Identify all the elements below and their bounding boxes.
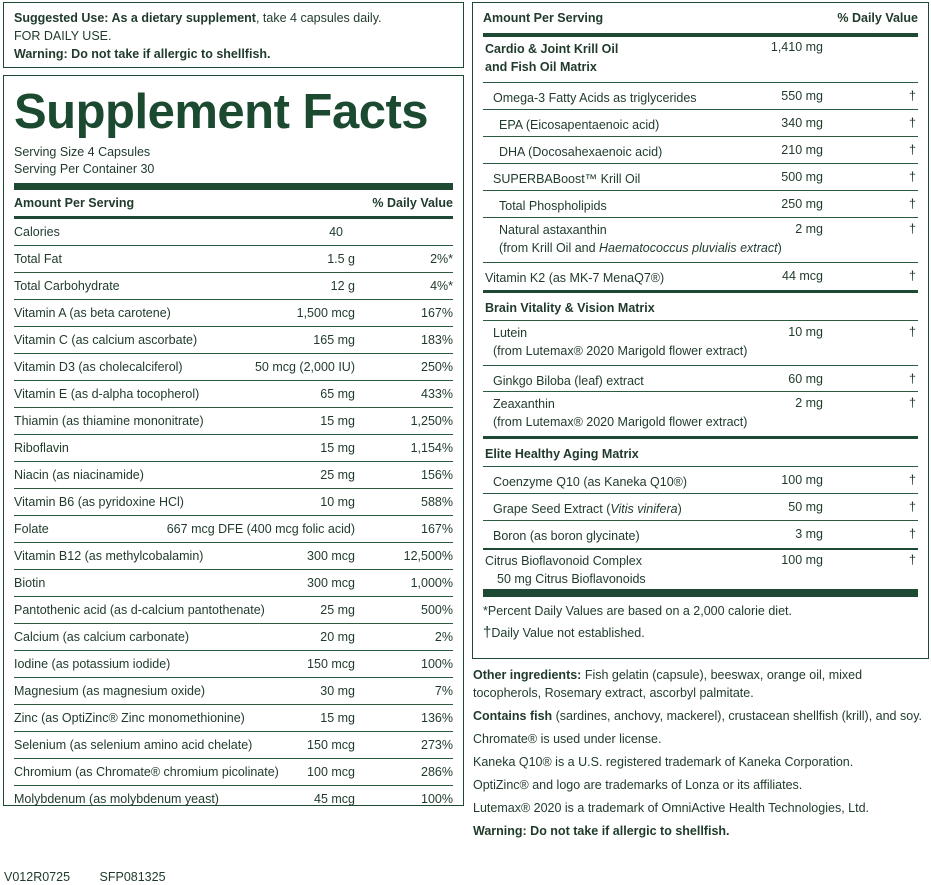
nutrient-amount: 165 mg <box>313 333 355 347</box>
nutrient-name: Total Carbohydrate <box>14 279 120 293</box>
nutrient-name: Molybdenum (as molybdenum yeast) <box>14 792 219 806</box>
nutrient-dv: 4%* <box>430 279 453 293</box>
nutrient-dv: 273% <box>421 738 453 752</box>
nutrient-amount: 1,500 mcg <box>296 306 355 320</box>
ingredient-amount: 210 mg <box>781 143 823 157</box>
footnote-dagger: †Daily Value not established. <box>483 624 645 641</box>
nutrient-name: Folate <box>14 522 49 536</box>
optizinc-notice: OptiZinc® and logo are trademarks of Lonza or its affiliates. <box>473 778 803 792</box>
daily-use-line: FOR DAILY USE. <box>14 29 112 43</box>
nutrient-dv: 7% <box>434 684 453 698</box>
facts-row <box>14 705 453 732</box>
dagger: † <box>909 116 916 130</box>
ingredient-name: EPA (Eicosapentaenoic acid) <box>499 118 660 132</box>
coq10-amount: 100 mg <box>781 473 823 487</box>
nutrient-dv: 588% <box>421 495 453 509</box>
citrus-row <box>483 550 918 589</box>
version-code: V012R0725 <box>4 870 71 884</box>
nutrient-dv: 156% <box>421 468 453 482</box>
nutrient-name: Calcium (as calcium carbonate) <box>14 630 190 644</box>
cardio-sub-row <box>483 164 918 191</box>
nutrient-amount: 10 mg <box>320 495 355 509</box>
nutrient-dv: 433% <box>421 387 453 401</box>
astaxanthin-name: Natural astaxanthin (from Krill Oil and Haematococcus pluvialis extract) <box>499 223 782 255</box>
nutrient-dv: 250% <box>421 360 453 374</box>
nutrient-amount: 12 g <box>330 279 355 293</box>
cardio-sub-row <box>483 110 918 137</box>
dagger: † <box>909 197 916 211</box>
elite-title: Elite Healthy Aging Matrix <box>485 447 639 461</box>
nutrient-name: Selenium (as selenium amino acid chelate) <box>14 738 253 752</box>
facts-row <box>14 246 453 273</box>
elite-matrix-row <box>483 439 918 467</box>
header-amount: Amount Per Serving <box>14 196 135 210</box>
nutrient-name: Thiamin (as thiamine mononitrate) <box>14 414 204 428</box>
facts-row <box>14 597 453 624</box>
nutrient-dv: 12,500% <box>403 549 453 563</box>
other-ingredients: Other ingredients: Fish gelatin (capsule), beeswax, orange oil, mixed tocopherols, Rosemary extract, ascorbyl palmitate. <box>473 668 863 700</box>
nutrient-amount: 50 mcg (2,000 IU) <box>254 360 355 374</box>
nutrient-name: Vitamin D3 (as cholecalciferol) <box>14 360 183 374</box>
grape-seed-row <box>483 494 918 521</box>
nutrient-name: Total Fat <box>14 252 62 266</box>
coq10-row <box>483 467 918 494</box>
facts-rows <box>14 219 453 813</box>
nutrient-amount: 100 mcg <box>307 765 355 779</box>
facts-row <box>14 300 453 327</box>
dagger: † <box>909 222 916 236</box>
nutrient-amount: 25 mg <box>320 603 355 617</box>
matrix-header-amount: Amount Per Serving <box>483 11 604 25</box>
servings-per-container: Serving Per Container 30 <box>14 162 155 176</box>
vitamin-k2-row <box>483 263 918 290</box>
ingredient-amount: 250 mg <box>781 197 823 211</box>
nutrient-dv: 2% <box>434 630 453 644</box>
facts-row <box>14 408 453 435</box>
facts-row <box>14 624 453 651</box>
sfp-code: SFP081325 <box>99 870 166 884</box>
nutrient-name: Vitamin C (as calcium ascorbate) <box>14 333 198 347</box>
nutrient-dv: 1,000% <box>410 576 453 590</box>
brain-title: Brain Vitality & Vision Matrix <box>485 301 655 315</box>
zeaxanthin-name: Zeaxanthin (from Lutemax® 2020 Marigold flower extract) <box>493 397 748 429</box>
zeaxanthin-amount: 2 mg <box>795 396 823 410</box>
boron-amount: 3 mg <box>795 527 823 541</box>
nutrient-name: Pantothenic acid (as d-calcium pantothenate) <box>14 603 265 617</box>
cardio-sub-row <box>483 83 918 110</box>
nutrient-dv: 500% <box>421 603 453 617</box>
nutrient-name: Vitamin A (as beta carotene) <box>14 306 171 320</box>
ingredient-amount: 340 mg <box>781 116 823 130</box>
ingredient-amount: 500 mg <box>781 170 823 184</box>
dagger: † <box>909 269 916 283</box>
nutrient-amount: 15 mg <box>320 711 355 725</box>
thick-divider <box>483 589 918 597</box>
ingredient-name: Total Phospholipids <box>499 199 607 213</box>
usage-warning: Warning: Do not take if allergic to shellfish. <box>14 47 271 61</box>
dagger: † <box>909 473 916 487</box>
facts-row <box>14 732 453 759</box>
facts-row <box>14 651 453 678</box>
suggested-use-label: Suggested Use: As a dietary supplement <box>14 11 256 25</box>
ingredient-name: SUPERBABoost™ Krill Oil <box>493 172 641 186</box>
nutrient-name: Biotin <box>14 576 46 590</box>
nutrient-amount: 1.5 g <box>327 252 355 266</box>
nutrient-name: Riboflavin <box>14 441 69 455</box>
usage-box <box>3 2 464 68</box>
supplement-facts-panel <box>3 75 464 806</box>
brain-matrix-row <box>483 293 918 321</box>
facts-row <box>14 462 453 489</box>
nutrient-amount: 667 mcg DFE (400 mcg folic acid) <box>166 522 355 536</box>
nutrient-amount: 25 mg <box>320 468 355 482</box>
facts-row <box>14 219 453 246</box>
ingredient-name: DHA (Docosahexaenoic acid) <box>499 145 663 159</box>
facts-row <box>14 570 453 597</box>
facts-row <box>14 435 453 462</box>
facts-row <box>14 381 453 408</box>
nutrient-amount: 300 mcg <box>307 576 355 590</box>
nutrient-dv: 167% <box>421 306 453 320</box>
matrix-header-dv: % Daily Value <box>837 11 918 25</box>
facts-row <box>14 759 453 786</box>
lutein-row <box>483 321 918 366</box>
lutein-amount: 10 mg <box>788 325 823 339</box>
astaxanthin-row <box>483 218 918 263</box>
nutrient-dv: 167% <box>421 522 453 536</box>
serving-info <box>14 144 453 178</box>
kaneka-notice: Kaneka Q10® is a U.S. registered trademark of Kaneka Corporation. <box>473 755 854 769</box>
other-ingredients-block <box>473 666 928 845</box>
boron-row <box>483 521 918 548</box>
bottom-warning: Warning: Do not take if allergic to shellfish. <box>473 824 730 838</box>
facts-header-row <box>14 190 453 216</box>
facts-row <box>14 354 453 381</box>
label-codes <box>4 870 192 884</box>
ginkgo-name: Ginkgo Biloba (leaf) extract <box>493 374 644 388</box>
nutrient-name: Vitamin B6 (as pyridoxine HCl) <box>14 495 184 509</box>
dagger: † <box>909 396 916 410</box>
dagger: † <box>909 500 916 514</box>
ginkgo-amount: 60 mg <box>788 372 823 386</box>
grape-seed-name: Grape Seed Extract (Vitis vinifera) <box>493 502 682 516</box>
nutrient-amount: 45 mcg <box>314 792 355 806</box>
dagger: † <box>909 372 916 386</box>
nutrient-amount: 40 <box>329 225 343 239</box>
footnote-dv: *Percent Daily Values are based on a 2,000 calorie diet. <box>483 604 792 618</box>
suggested-use-line <box>14 9 453 27</box>
nutrient-dv: 1,250% <box>410 414 453 428</box>
cardio-amount: 1,410 mg <box>770 40 823 54</box>
nutrient-amount: 20 mg <box>320 630 355 644</box>
serving-size: Serving Size 4 Capsules <box>14 145 151 159</box>
cardio-rows <box>483 83 918 218</box>
dagger: † <box>909 170 916 184</box>
thick-divider <box>14 183 453 190</box>
nutrient-dv: 1,154% <box>410 441 453 455</box>
nutrient-amount: 150 mcg <box>307 738 355 752</box>
grape-seed-amount: 50 mg <box>788 500 823 514</box>
nutrient-amount: 15 mg <box>320 441 355 455</box>
nutrient-dv: 100% <box>421 657 453 671</box>
facts-row <box>14 327 453 354</box>
dagger: † <box>909 143 916 157</box>
lutemax-notice: Lutemax® 2020 is a trademark of OmniActive Health Technologies, Ltd. <box>473 801 869 815</box>
nutrient-dv: 286% <box>421 765 453 779</box>
facts-title: Supplement Facts <box>14 85 429 139</box>
dagger: † <box>909 527 916 541</box>
cardio-sub-row <box>483 137 918 164</box>
header-dv: % Daily Value <box>372 196 453 210</box>
ingredient-name: Omega-3 Fatty Acids as triglycerides <box>493 91 697 105</box>
coq10-name: Coenzyme Q10 (as Kaneka Q10®) <box>493 475 688 489</box>
nutrient-name: Zinc (as OptiZinc® Zinc monomethionine) <box>14 711 245 725</box>
nutrient-dv: 2%* <box>430 252 453 266</box>
cardio-sub-row <box>483 191 918 218</box>
nutrient-dv: 183% <box>421 333 453 347</box>
matrix-header-row <box>483 3 918 33</box>
k2-name: Vitamin K2 (as MK-7 MenaQ7®) <box>485 271 665 285</box>
nutrient-dv: 100% <box>421 792 453 806</box>
lutein-name: Lutein (from Lutemax® 2020 Marigold flower extract) <box>493 326 748 358</box>
nutrient-amount: 300 mcg <box>307 549 355 563</box>
facts-row <box>14 543 453 570</box>
nutrient-name: Iodine (as potassium iodide) <box>14 657 171 671</box>
cardio-title: Cardio & Joint Krill Oil and Fish Oil Matrix <box>485 42 619 74</box>
facts-row <box>14 786 453 813</box>
nutrient-name: Calories <box>14 225 60 239</box>
k2-amount: 44 mcg <box>782 269 823 283</box>
dagger: † <box>909 89 916 103</box>
cardio-matrix-row <box>483 37 918 83</box>
ingredient-amount: 550 mg <box>781 89 823 103</box>
nutrient-name: Magnesium (as magnesium oxide) <box>14 684 206 698</box>
nutrient-amount: 65 mg <box>320 387 355 401</box>
dagger: † <box>909 325 916 339</box>
nutrient-amount: 15 mg <box>320 414 355 428</box>
facts-row <box>14 678 453 705</box>
facts-row <box>14 516 453 543</box>
nutrient-name: Vitamin B12 (as methylcobalamin) <box>14 549 204 563</box>
ginkgo-row <box>483 366 918 392</box>
boron-name: Boron (as boron glycinate) <box>493 529 640 543</box>
nutrient-dv: 136% <box>421 711 453 725</box>
nutrient-amount: 30 mg <box>320 684 355 698</box>
zeaxanthin-row <box>483 392 918 436</box>
citrus-amount: 100 mg <box>781 553 823 567</box>
matrix-panel <box>472 2 929 659</box>
nutrient-name: Niacin (as niacinamide) <box>14 468 144 482</box>
facts-row <box>14 273 453 300</box>
nutrient-name: Chromium (as Chromate® chromium picolinate) <box>14 765 279 779</box>
nutrient-amount: 150 mcg <box>307 657 355 671</box>
facts-row <box>14 489 453 516</box>
citrus-name: Citrus Bioflavonoid Complex 50 mg Citrus Bioflavonoids <box>485 554 646 586</box>
nutrient-name: Vitamin E (as d-alpha tocopherol) <box>14 387 200 401</box>
suggested-use-text: , take 4 capsules daily. <box>255 11 382 25</box>
dagger: † <box>909 553 916 567</box>
chromate-notice: Chromate® is used under license. <box>473 732 662 746</box>
contains-statement: Contains fish (sardines, anchovy, mackerel), crustacean shellfish (krill), and soy. <box>473 709 922 723</box>
astaxanthin-amount: 2 mg <box>795 222 823 236</box>
